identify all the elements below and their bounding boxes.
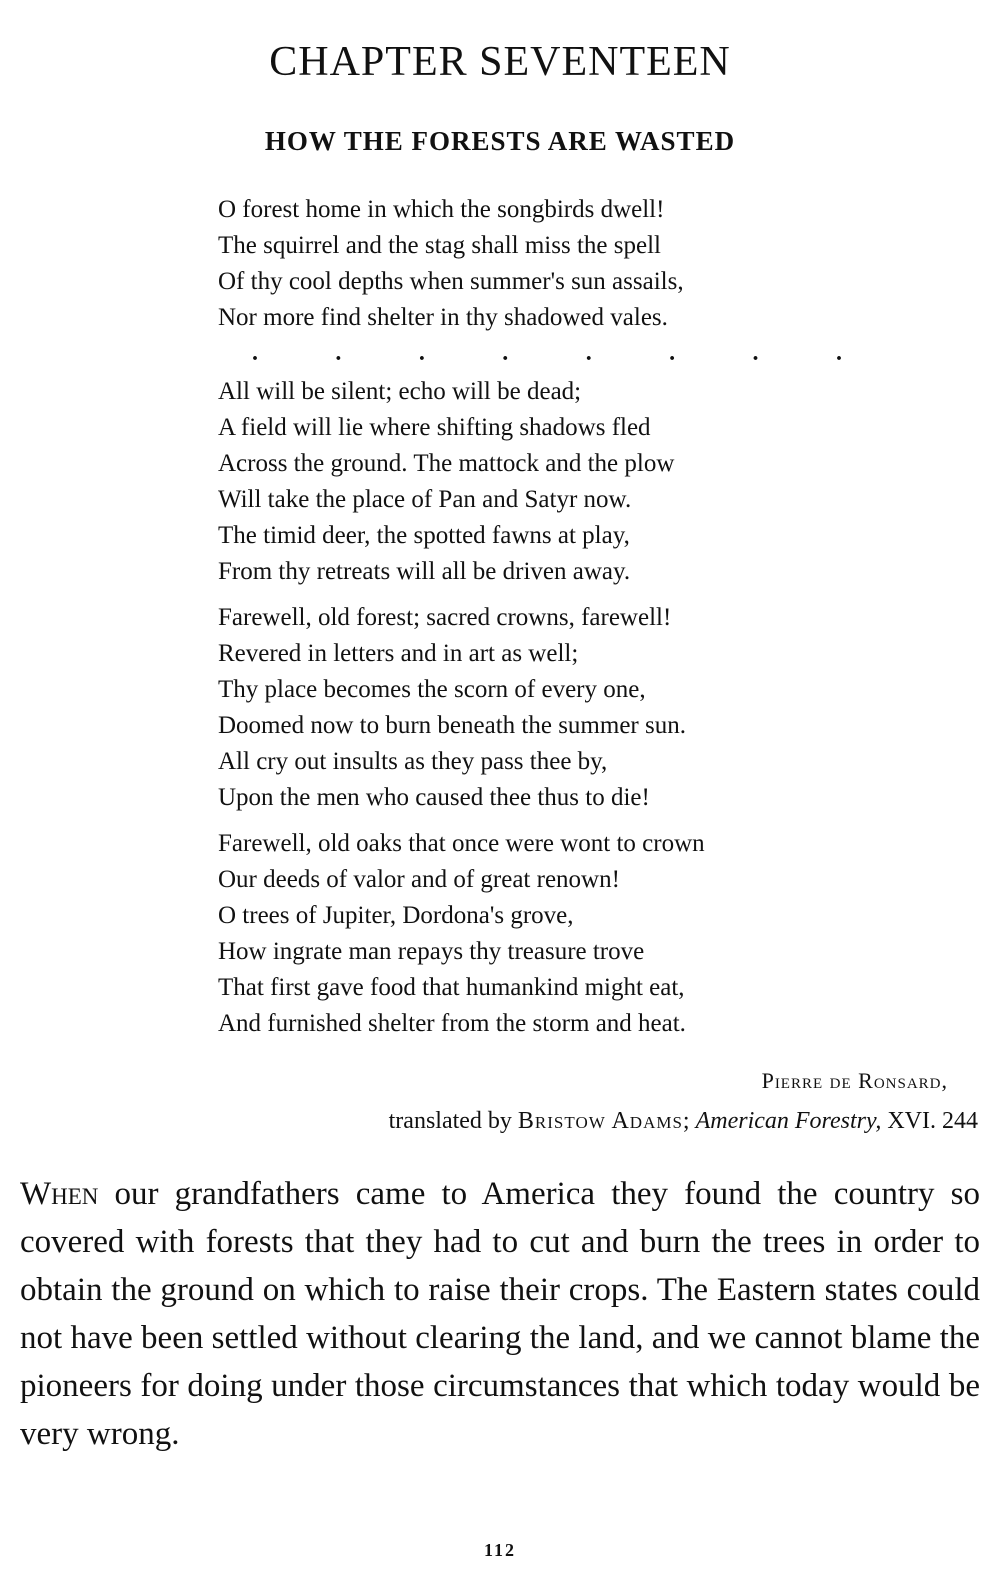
publication-title: American Forestry, [695, 1108, 882, 1134]
poem-line: The squirrel and the stag shall miss the spell [218, 232, 661, 259]
chapter-subtitle: HOW THE FORESTS ARE WASTED [264, 126, 736, 156]
poem-line: A field will lie where shifting shadows fled [218, 414, 651, 441]
poem-line: Thy place becomes the scorn of every one, [218, 676, 646, 703]
poem-line: O trees of Jupiter, Dordona's grove, [218, 902, 574, 929]
ellipsis-dot: . [252, 340, 258, 366]
poem-line: Upon the men who caused thee thus to die! [218, 784, 650, 811]
poem-line: Farewell, old forest; sacred crowns, farewell! [218, 604, 672, 631]
translator-name: Bristow Adams [517, 1108, 683, 1134]
poem-line: Doomed now to burn beneath the summer sun. [218, 712, 686, 739]
paragraph-text: our grandfathers came to America they found the country so covered with forests that they had to cut and burn the trees in order to obtain the ground on which to raise their crops. The Eastern states could not have been settled without clearing the land, and we cannot blame the pioneers for doing under those circumstances that which today would be very wrong. [20, 1176, 980, 1452]
ellipsis-dot: . [418, 340, 425, 366]
poem-stanza-1 [218, 192, 878, 336]
poem-line: Nor more find shelter in thy shadowed vales. [218, 304, 668, 331]
ellipsis-dot: . [669, 340, 676, 366]
source-separator: ; [682, 1108, 696, 1134]
poem-line: That first gave food that humankind might eat, [218, 974, 685, 1001]
ellipsis-dot: . [752, 340, 759, 366]
paragraph-lead-word: When [20, 1176, 99, 1212]
poem-author: Pierre de Ronsard, [761, 1068, 948, 1093]
chapter-title: CHAPTER SEVENTEEN [269, 39, 731, 85]
poem-line: The timid deer, the spotted fawns at play, [218, 522, 630, 549]
poem-line: All will be silent; echo will be dead; [218, 378, 582, 405]
source-prefix: translated by [388, 1108, 518, 1134]
poem-line: O forest home in which the songbirds dwell! [218, 196, 665, 223]
body-paragraph [20, 1170, 980, 1458]
poem-line: And furnished shelter from the storm and heat. [218, 1010, 686, 1037]
poem-line: Farewell, old oaks that once were wont to crown [218, 830, 705, 857]
ellipsis-dot: . [502, 340, 509, 366]
poem-ellipsis [218, 340, 842, 374]
ellipsis-dot: . [835, 340, 842, 366]
publication-reference: XVI. 244 [881, 1108, 978, 1134]
poem-stanza-3 [218, 600, 878, 816]
poem-source [389, 1108, 978, 1135]
poem-line: From thy retreats will all be driven away. [218, 558, 631, 585]
poem-line: Across the ground. The mattock and the plow [218, 450, 675, 477]
ellipsis-dot: . [335, 340, 342, 366]
poem-line: All cry out insults as they pass thee by, [218, 748, 608, 775]
poem-stanza-4 [218, 826, 878, 1042]
page-number: 112 [483, 1540, 516, 1560]
poem-line: How ingrate man repays thy treasure trove [218, 938, 645, 965]
poem-epigraph [218, 192, 878, 1052]
poem-stanza-2 [218, 374, 878, 590]
poem-line: Will take the place of Pan and Satyr now. [218, 486, 632, 513]
ellipsis-dot: . [585, 340, 592, 366]
poem-line: Of thy cool depths when summer's sun assails, [218, 268, 684, 295]
poem-line: Our deeds of valor and of great renown! [218, 866, 620, 893]
poem-line: Revered in letters and in art as well; [218, 640, 579, 667]
